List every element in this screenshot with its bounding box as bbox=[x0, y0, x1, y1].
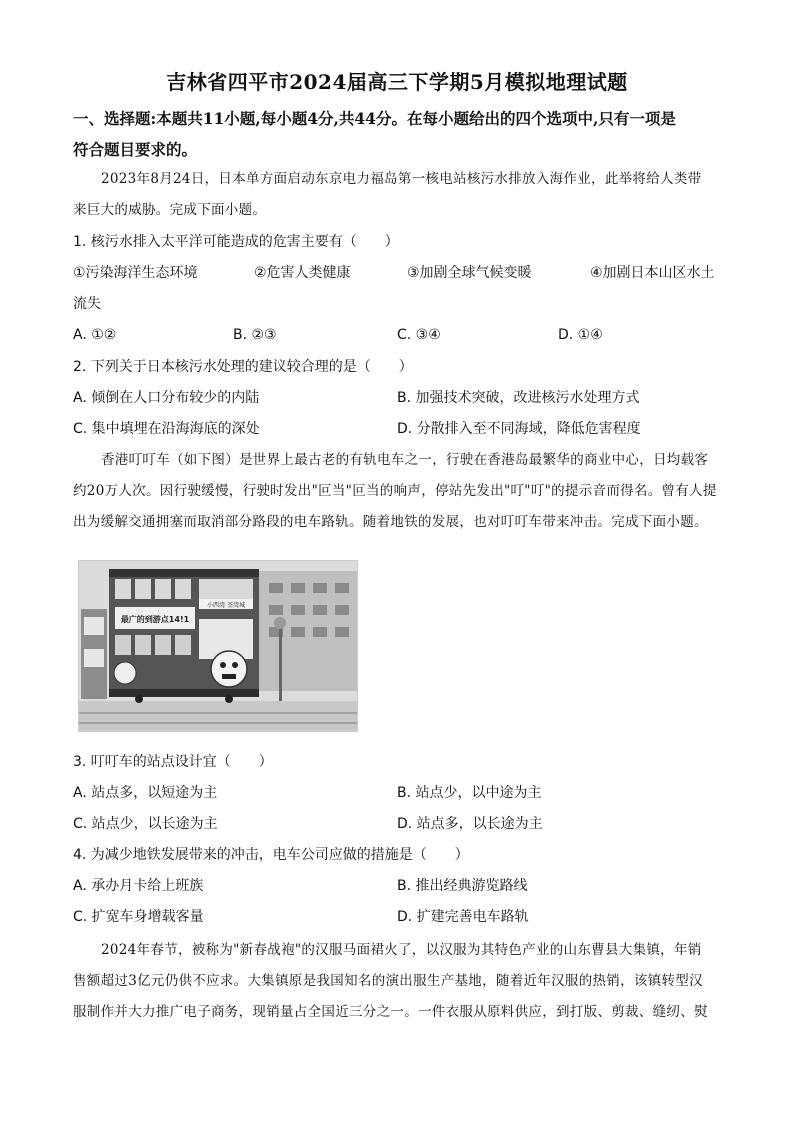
q2-option-b[interactable]: B. 加强技术突破，改进核污水处理方式 bbox=[397, 390, 640, 406]
q2-option-c[interactable]: C. 集中填埋在沿海海底的深处 bbox=[73, 421, 260, 437]
q1-option-b[interactable]: B. ②③ bbox=[233, 327, 277, 343]
passage1-line1: 2023年8月24日，日本单方面启动东京电力福岛第一核电站核污水排放入海作业，此举将给人类带 bbox=[101, 171, 702, 187]
passage2-line1: 香港叮叮车（如下图）是世界上最古老的有轨电车之一，行驶在香港岛最繁华的商业中心，日均载客 bbox=[101, 452, 709, 468]
q4-option-a[interactable]: A. 承办月卡给上班族 bbox=[73, 878, 204, 894]
q4-stem: 4. 为减少地铁发展带来的冲击，电车公司应做的措施是（ ） bbox=[73, 847, 469, 863]
q4-option-c[interactable]: C. 扩宽车身增载客量 bbox=[73, 909, 204, 925]
section-heading-line1: 一、选择题:本题共11小题,每小题4分,共44分。在每小题给出的四个选项中,只有一项是 bbox=[73, 109, 676, 128]
q1-statement-2: ②危害人类健康 bbox=[254, 265, 351, 281]
q3-option-d[interactable]: D. 站点多，以长途为主 bbox=[397, 816, 543, 832]
q2-options-row1 bbox=[73, 383, 733, 414]
q1-statement-4: ④加剧日本山区水土 bbox=[590, 265, 715, 281]
q2-options-row2 bbox=[73, 414, 733, 445]
q3-option-a[interactable]: A. 站点多，以短途为主 bbox=[73, 785, 218, 801]
q1-statement-4-cont: 流失 bbox=[73, 296, 101, 312]
passage2-line2: 约20万人次。因行驶缓慢，行驶时发出"叵当"叵当的响声，停站先发出"叮"叮"的提示音而得名。曾有人提 bbox=[73, 483, 717, 499]
q1-statements bbox=[73, 258, 733, 289]
q3-stem: 3. 叮叮车的站点设计宜（ ） bbox=[73, 754, 273, 770]
q1-statement-1: ①污染海洋生态环境 bbox=[73, 265, 198, 281]
q1-stem: 1. 核污水排入太平洋可能造成的危害主要有（ ） bbox=[73, 234, 399, 250]
section-heading-line2: 符合题目要求的。 bbox=[73, 140, 198, 159]
q2-option-a[interactable]: A. 倾倒在人口分布较少的内陆 bbox=[73, 390, 260, 406]
page-title: 吉林省四平市2024届高三下学期5月模拟地理试题 bbox=[166, 70, 628, 94]
tram-front-sign: 小西湾 荃湾城 bbox=[207, 602, 245, 609]
q4-option-b[interactable]: B. 推出经典游览路线 bbox=[397, 878, 528, 894]
q4-option-d[interactable]: D. 扩建完善电车路轨 bbox=[397, 909, 529, 925]
q1-statement-3: ③加剧全球气候变暖 bbox=[407, 265, 532, 281]
passage3-line2: 售额超过3亿元仍供不应求。大集镇原是我国知名的演出服生产基地，随着近年汉服的热销，该镇转型汉 bbox=[73, 973, 703, 989]
q3-option-c[interactable]: C. 站点少，以长途为主 bbox=[73, 816, 218, 832]
q1-option-c[interactable]: C. ③④ bbox=[397, 327, 441, 343]
q3-option-b[interactable]: B. 站点少，以中途为主 bbox=[397, 785, 542, 801]
q4-options-row1 bbox=[73, 871, 733, 902]
passage1-line2: 来巨大的威胁。完成下面小题。 bbox=[73, 202, 267, 218]
q4-options-row2 bbox=[73, 902, 733, 933]
q3-options-row1 bbox=[73, 778, 733, 809]
passage3-line1: 2024年春节，被称为"新春战袍"的汉服马面裙火了，以汉服为其特色产业的山东曹县大集镇，年销 bbox=[101, 942, 702, 958]
tram-photo bbox=[78, 560, 358, 732]
q1-option-d[interactable]: D. ①④ bbox=[558, 327, 603, 343]
q1-option-a[interactable]: A. ①② bbox=[73, 327, 117, 343]
q1-options bbox=[73, 320, 733, 351]
q2-stem: 2. 下列关于日本核污水处理的建议较合理的是（ ） bbox=[73, 359, 413, 375]
tram-illustration bbox=[79, 561, 357, 731]
passage3-line3: 服制作并大力推广电子商务，现销量占全国近三分之一。一件衣服从原料供应，到打版、剪裁、缝纫、熨 bbox=[73, 1004, 708, 1020]
q2-option-d[interactable]: D. 分散排入至不同海域，降低危害程度 bbox=[397, 421, 641, 437]
tram-ad-text: 最广的到游点14!1 bbox=[120, 615, 190, 624]
passage2-line3: 出为缓解交通拥塞而取消部分路段的电车路轨。随着地铁的发展，也对叮叮车带来冲击。完成下面小题。 bbox=[73, 514, 708, 530]
q3-options-row2 bbox=[73, 809, 733, 840]
